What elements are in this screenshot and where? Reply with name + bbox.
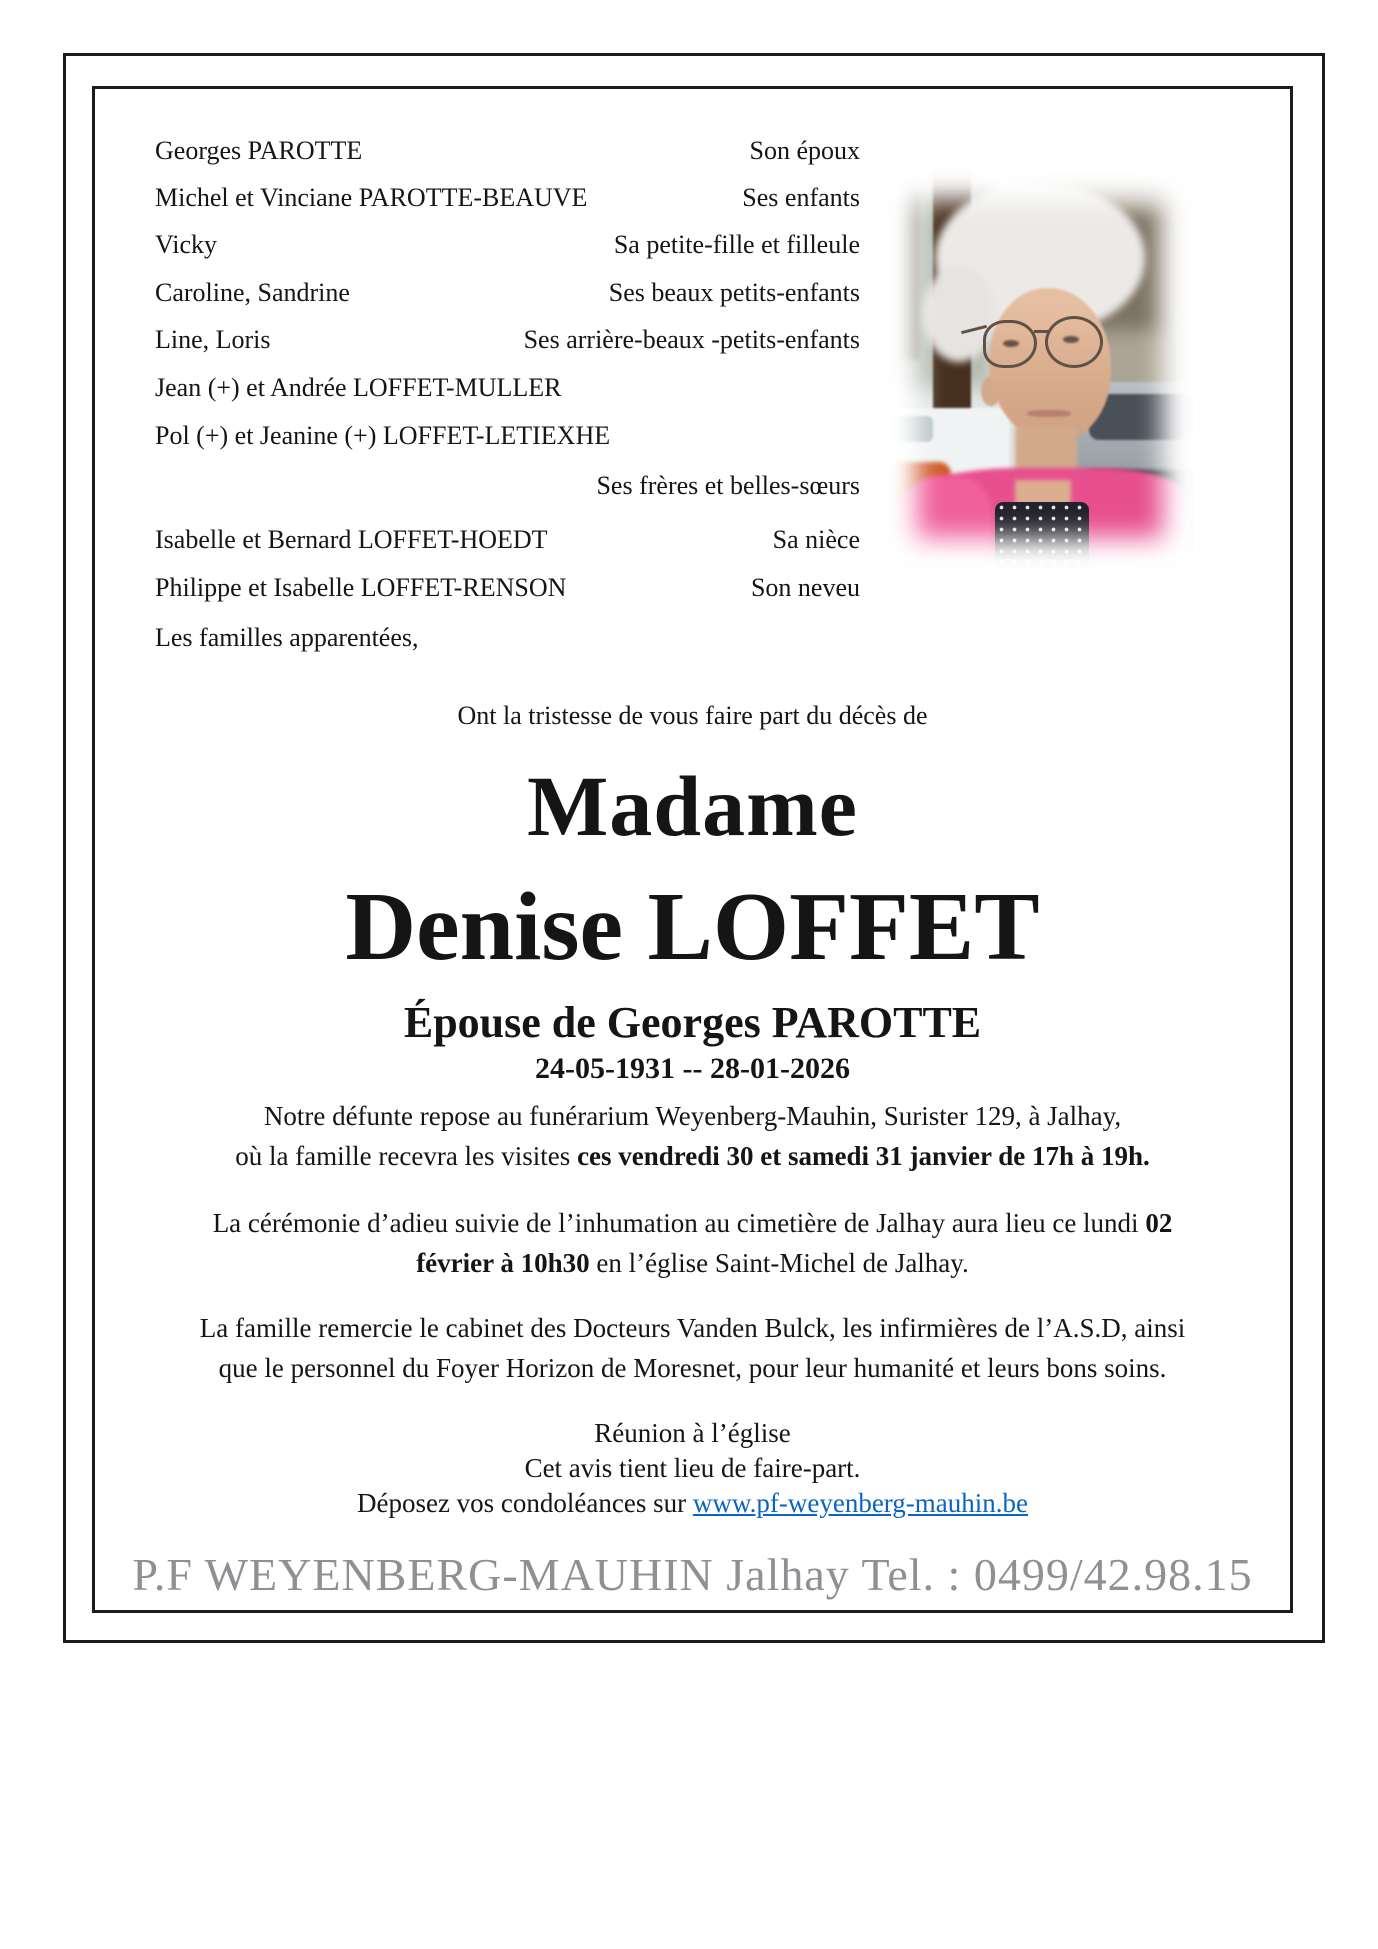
family-row: [155, 230, 860, 260]
condolences-link[interactable]: www.pf-weyenberg-mauhin.be: [692, 1488, 1029, 1518]
ceremony-line1-pre: La cérémonie d’adieu suivie de l’inhumation au cimetière de Jalhay aura lieu ce lundi: [212, 1208, 1146, 1238]
family-relation: Ses arrière-beaux -petits-enfants: [523, 325, 860, 354]
family-name: Isabelle et Bernard LOFFET-HOEDT: [155, 525, 548, 554]
family-row: [155, 623, 860, 653]
ceremony-line1-bold: 02: [1145, 1208, 1173, 1238]
family-relation: Ses enfants: [742, 183, 860, 212]
thanks-paragraph: [92, 1308, 1293, 1388]
visitation-line1: Notre défunte repose au funérarium Weyenberg-Mauhin, Surister 129, à Jalhay,: [263, 1101, 1122, 1131]
title-madame: Madame: [527, 758, 858, 854]
ceremony-line2-post: en l’église Saint-Michel de Jalhay.: [589, 1248, 969, 1278]
birth-death-dates: 24-05-1931 -- 28-01-2026: [535, 1052, 850, 1085]
visitation-paragraph: [92, 1096, 1293, 1176]
family-name: Caroline, Sandrine: [155, 278, 350, 307]
family-name: Pol (+) et Jeanine (+) LOFFET-LETIEXHE: [155, 421, 611, 450]
family-row: [155, 471, 860, 501]
thanks-line2: que le personnel du Foyer Horizon de Moresnet, pour leur humanité et leurs bons soins.: [218, 1353, 1167, 1383]
notice-line: Cet avis tient lieu de faire-part.: [524, 1453, 861, 1483]
family-name: Line, Loris: [155, 325, 271, 354]
condolences-text: Déposez vos condoléances sur: [356, 1488, 693, 1518]
deceased-name: Denise LOFFET: [345, 873, 1040, 981]
family-row: [155, 373, 860, 403]
portrait-photo: [887, 170, 1193, 568]
condolences-line: [92, 1486, 1293, 1520]
family-name: Les familles apparentées,: [155, 623, 419, 652]
funeral-home-footer: P.F WEYENBERG-MAUHIN Jalhay Tel. : 0499/42.98.15: [132, 1549, 1253, 1600]
thanks-line1: La famille remercie le cabinet des Docteurs Vanden Bulck, les infirmières de l’A.S.D, ainsi: [199, 1313, 1186, 1343]
family-relation: Ses beaux petits-enfants: [608, 278, 860, 307]
family-row: [155, 136, 860, 166]
photo-feathered-edge: [887, 170, 1193, 568]
spouse-line: Épouse de Georges PAROTTE: [403, 998, 982, 1047]
ceremony-paragraph: [92, 1203, 1293, 1283]
visitation-line2-bold: ces vendredi 30 et samedi 31 janvier de 17h à 19h.: [577, 1141, 1150, 1171]
family-relation: Son époux: [749, 136, 860, 165]
family-name: Vicky: [155, 230, 217, 259]
visitation-line2-pre: où la famille recevra les visites: [235, 1141, 578, 1171]
announcement-intro: Ont la tristesse de vous faire part du décès de: [457, 701, 928, 730]
family-row: [155, 183, 860, 213]
ceremony-line2-bold: février à 10h30: [416, 1248, 590, 1278]
family-row: [155, 421, 860, 451]
family-relation: Son neveu: [750, 573, 860, 602]
family-relation: Ses frères et belles-sœurs: [596, 471, 860, 500]
family-relation: Sa nièce: [772, 525, 860, 554]
family-name: Georges PAROTTE: [155, 136, 363, 165]
family-name: Jean (+) et Andrée LOFFET-MULLER: [155, 373, 562, 402]
family-relation: Sa petite-fille et filleule: [613, 230, 860, 259]
family-row: [155, 573, 860, 603]
church-meeting-line: Réunion à l’église: [594, 1418, 791, 1448]
family-row: [155, 278, 860, 308]
family-row: [155, 325, 860, 355]
family-name: Philippe et Isabelle LOFFET-RENSON: [155, 573, 567, 602]
family-row: [155, 525, 860, 555]
family-name: Michel et Vinciane PAROTTE-BEAUVE: [155, 183, 588, 212]
